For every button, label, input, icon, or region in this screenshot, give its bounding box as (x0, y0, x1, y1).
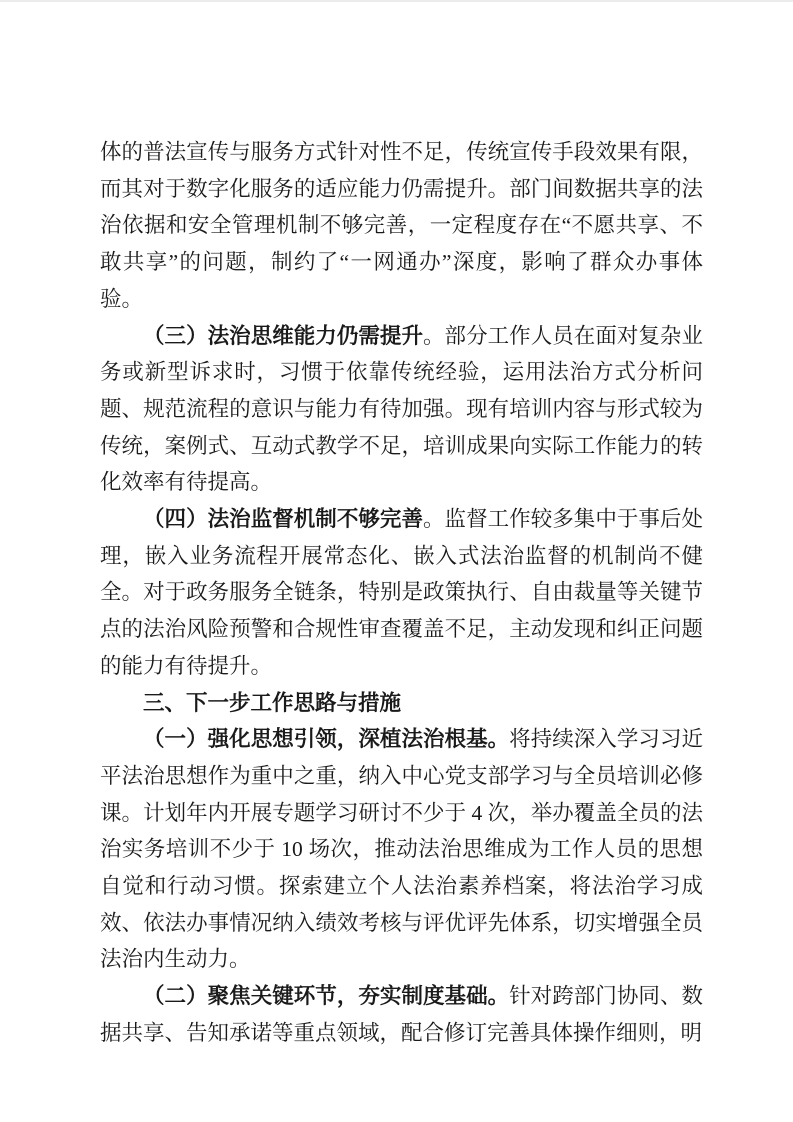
section-two-lead: （二）聚焦关键环节，夯实制度基础。 (143, 984, 510, 1009)
section-paragraph-one (100, 721, 703, 978)
section-one-lead: （一）强化思想引领，深植法治根基。 (143, 727, 510, 752)
section-three-lead: （三）法治思维能力仍需提升 (143, 323, 423, 348)
section-four-separator: 。 (423, 507, 445, 532)
section-four-body: 监督工作较多集中于事后处理，嵌入业务流程开展常态化、嵌入式法治监督的机制尚不健全。对于政务服务全链条，特别是政策执行、自由裁量等关键节点的法治风险预警和合规性审查覆盖不足，主动发现和纠正问题的能力有待提升。 (100, 507, 703, 678)
section-four-lead: （四）法治监督机制不够完善 (143, 507, 423, 532)
section-three-separator: 。 (423, 323, 445, 348)
page-top-edge (0, 0, 793, 2)
chapter-heading: 三、下一步工作思路与措施 (143, 690, 402, 715)
text-column (100, 134, 703, 1052)
section-paragraph-three (100, 318, 703, 502)
section-three-body: 部分工作人员在面对复杂业务或新型诉求时，习惯于依靠传统经验，运用法治方式分析问题、规范流程的意识与能力有待加强。现有培训内容与形式较为传统，案例式、互动式教学不足，培训成果向实际工作能力的转化效率有待提高。 (100, 323, 703, 495)
section-two-body: 针对跨部门协同、数据共享、告知承诺等重点领域，配合修订完善具体操作细则，明 (100, 984, 703, 1045)
body-paragraph-continuation: 体的普法宣传与服务方式针对性不足，传统宣传手段效果有限，而其对于数字化服务的适应能力仍需提升。部门间数据共享的法治依据和安全管理机制不够完善，一定程度存在“不愿共享、不敢共享”的问题，制约了“一网通办”深度，影响了群众办事体验。 (100, 140, 703, 311)
section-paragraph-four (100, 501, 703, 685)
section-paragraph-two (100, 978, 703, 1051)
section-one-body: 将持续深入学习习近平法治思想作为重中之重，纳入中心党支部学习与全员培训必修课。计划年内开展专题学习研讨不少于 4 次，举办覆盖全员的法治实务培训不少于 10 场次，推动法治思维成为工作人员的思想自觉和行动习惯。探索建立个人法治素养档案，将法治学习成效、依法办事情况纳入绩效考核与评优评先体系，切实增强全员法治内生动力。 (100, 727, 703, 972)
